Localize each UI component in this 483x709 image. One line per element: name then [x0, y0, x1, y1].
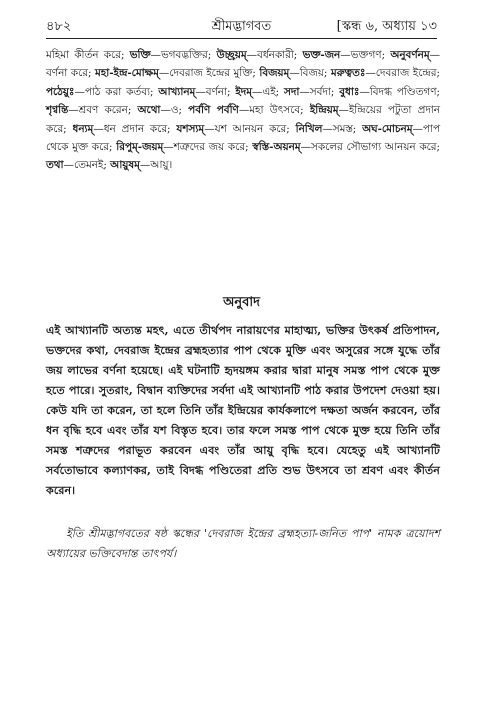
synonym-gloss: —ভক্তগণ; — [340, 49, 391, 61]
synonym-term: নিখিল — [295, 122, 323, 135]
synonym-gloss: —সকলের সৌভাগ্য আনয়ন করে; — [300, 141, 440, 154]
synonym-gloss: —বর্ধনকারী; — [246, 49, 303, 61]
synonym-gloss: —সমস্ত; — [322, 122, 363, 135]
synonym-gloss: —ধন প্রদান করে; — [93, 122, 177, 135]
synonym-term: আয়ুষম্ — [110, 159, 140, 172]
synonym-term: উচ্ছ্রয়ম্ — [216, 49, 247, 61]
synonym-term: স্বস্তি-অয়নম্ — [252, 141, 301, 154]
synonym-term: শৃণ্বন্তি — [46, 104, 69, 117]
synonym-term: বুধাঃ — [339, 85, 360, 98]
synonym-gloss: —ভগবদ্ভক্তির; — [150, 49, 217, 61]
synonym-term: অনুবর্ণনম্ — [390, 49, 430, 61]
chapter-colophon: ইতি শ্রীমদ্ভাগবতের ষষ্ঠ স্কন্ধের 'দেবরাজ ইন্দ্রের ব্রহ্মহত্যা-জনিত পাপ' নামক ত্রয়োদশ অধ্যায়ের ভক্তিবেদান্ত তাৎপর্য। — [46, 527, 440, 560]
synonym-term: ভক্ত-জন — [302, 49, 341, 61]
synonym-gloss: —ও; — [160, 104, 189, 117]
book-title: শ্রীমদ্ভাগবত — [211, 19, 272, 34]
synonym-term: ইন্দ্রিয়ম্ — [309, 104, 339, 117]
synonym-term: আখ্যানম্ — [158, 85, 196, 98]
synonym-term: রিপুম্-জয়ম্ — [116, 141, 164, 154]
page-header — [46, 17, 437, 37]
synonym-gloss: —বর্ণনা করে; — [46, 49, 440, 80]
synonym-gloss: —মহা উৎসবে; — [238, 104, 310, 117]
synonym-gloss: —শত্রুদের জয় করে; — [163, 141, 253, 154]
synonym-gloss: —পাঠ করা কর্তব্য; — [74, 85, 159, 98]
header-rule — [46, 38, 437, 39]
word-for-word-synonyms — [46, 46, 440, 175]
synonym-gloss: —বর্ণনা; — [195, 85, 236, 98]
synonym-gloss: মহিমা কীর্তন করে; — [46, 49, 130, 61]
synonym-term: অথো — [137, 104, 161, 117]
synonym-term: মরুত্বতঃ — [330, 67, 366, 80]
synonym-gloss: —আয়ু। — [139, 159, 173, 172]
synonym-gloss: —ইন্দ্রিয়ের পটুতা প্রদান করে; — [46, 104, 440, 135]
chapter-reference: [স্কন্ধ ৬, অধ্যায় ১৩ — [336, 19, 437, 34]
synonym-gloss: —পাপ থেকে মুক্ত করে; — [46, 122, 440, 154]
synonym-term: ভক্তি — [129, 49, 151, 61]
synonym-term: বিজয়ম্ — [259, 67, 290, 80]
synonym-gloss: —এই; — [251, 85, 285, 98]
synonym-gloss: —শ্রবণ করেন; — [68, 104, 138, 117]
translation-heading: অনুবাদ — [223, 295, 260, 310]
synonym-gloss: —বিজয়; — [289, 67, 331, 80]
translation-text: এই আখ্যানটি অত্যন্ত মহৎ, এতে তীর্থপদ নারায়ণের মাহাত্ম্য, ভক্তির উৎকর্ষ প্রতিপাদন, ভক্তদের কথা, দেবরাজ ইন্দ্রের ব্রহ্মহত্যার পাপ থেকে মুক্তি এবং অসুরের সঙ্গে যুদ্ধে তাঁর জয় লাভের বর্ণনা হয়েছে। এই ঘটনাটি হৃদয়ঙ্গম করার দ্বারা মানুষ সমস্ত পাপ থেকে মুক্ত হতে পারে। সুতরাং, বিদ্বান ব্যক্তিদের সর্বদা এই আখ্যানটি পাঠ করার উপদেশ দেওয়া হয়। কেউ যদি তা করেন, তা হলে তিনি তাঁর ইন্দ্রিয়ের কার্যকলাপে দক্ষতা অর্জন করবেন, তাঁর ধন বৃদ্ধি হবে এবং তাঁর যশ বিস্তৃত হবে। তার ফলে সমস্ত পাপ থেকে মুক্ত হয়ে তিনি তাঁর সমস্ত শত্রুদের পরাভূত করবেন এবং তাঁর আয়ু বৃদ্ধি হবে। যেহেতু এই আখ্যানটি সর্বতোভাবে কল্যাণকর, তাই বিদগ্ধ পণ্ডিতেরা প্রতি শুভ উৎসবে তা শ্রবণ এবং কীর্তন করেন। — [46, 323, 440, 497]
synonym-term: মহা-ইন্দ্র-মোক্ষম্ — [95, 67, 159, 80]
synonym-term: পর্বণি পর্বণি — [188, 104, 239, 117]
synonym-gloss: —সর্বদা; — [299, 85, 340, 98]
synonym-term: পঠেয়ুঃ — [46, 85, 75, 98]
synonym-gloss: —যশ আনয়ন করে; — [204, 122, 296, 135]
synonym-term: তথা — [46, 159, 64, 172]
synonym-gloss: —দেবরাজ ইন্দ্রের মুক্তি; — [158, 67, 260, 80]
synonym-term: যশস্যম্ — [176, 122, 205, 135]
synonym-term: সদা — [284, 85, 300, 98]
synonym-gloss: —বিদগ্ধ পণ্ডিতগণ; — [359, 85, 440, 98]
synonym-term: ধন্যম্ — [72, 122, 94, 135]
synonym-gloss: —দেবরাজ ইন্দ্রের; — [365, 67, 440, 80]
synonym-term: ইদম্ — [235, 85, 252, 98]
synonym-term: অঘ-মোচনম্ — [362, 122, 413, 135]
page-number: ৪৮২ — [46, 19, 72, 34]
synonym-gloss: —তেমনই; — [63, 159, 111, 172]
